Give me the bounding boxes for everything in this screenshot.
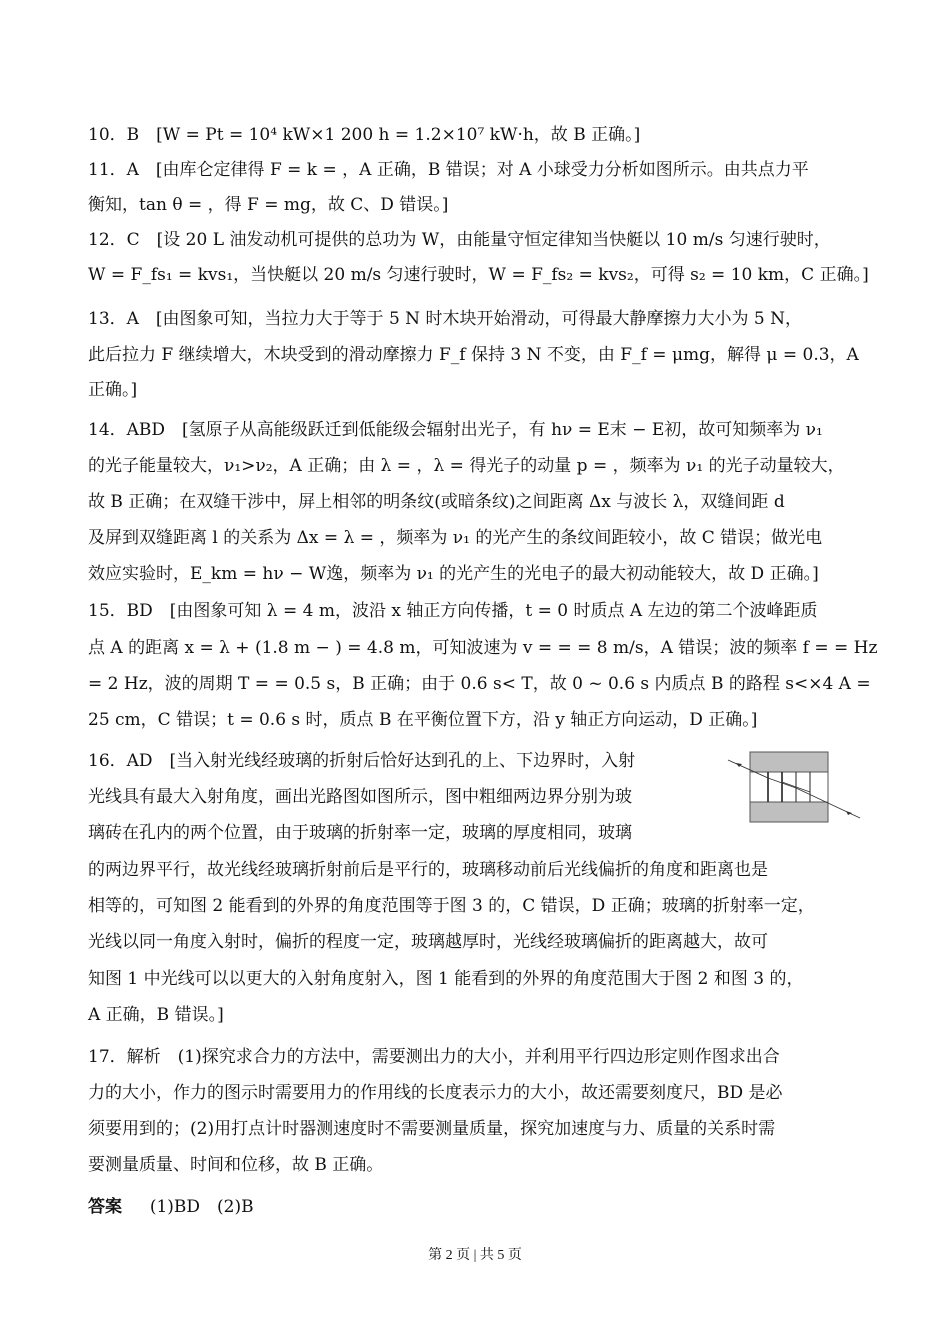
text-line: 17．解析 (1)探究求合力的方法中，需要测出力的大小，并利用平行四边形定则作图求出合: [88, 1047, 780, 1067]
text-line: 及屏到双缝距离 l 的关系为 Δx = λ = ，频率为 ν₁ 的光产生的条纹间距较小，故 C 错误；做光电: [88, 528, 823, 548]
text-line: 25 cm，C 错误；t = 0.6 s 时，质点 B 在平衡位置下方，沿 y 轴正方向运动，D 正确。]: [88, 710, 758, 730]
answer-line: [88, 1196, 254, 1218]
text-line: 相等的，可知图 2 能看到的外界的角度范围等于图 3 的，C 错误，D 正确；玻璃的折射率一定，: [88, 896, 815, 916]
text-line: 13．A [由图象可知，当拉力大于等于 5 N 时木块开始滑动，可得最大静摩擦力大小为 5 N，: [88, 309, 802, 329]
text-line: 故 B 正确；在双缝干涉中，屏上相邻的明条纹(或暗条纹)之间距离 Δx 与波长 λ，双缝间距 d: [88, 492, 785, 512]
text-line: 16．AD [当入射光线经玻璃的折射后恰好达到孔的上、下边界时，入射: [88, 751, 636, 771]
text-line: = 2 Hz，波的周期 T = = 0.5 s，B 正确；由于 0.6 s< T，故 0 ~ 0.6 s 内质点 B 的路程 s<×4 A =: [88, 674, 871, 694]
text-line: 此后拉力 F 继续增大，木块受到的滑动摩擦力 F_f 保持 3 N 不变，由 F_f = μmg，解得 μ = 0.3，A: [88, 345, 859, 365]
text-line: 14．ABD [氢原子从高能级跃迁到低能级会辐射出光子，有 hν = E末 − E初，故可知频率为 ν₁: [88, 420, 823, 440]
refraction-diagram: [724, 748, 864, 826]
text-line: 12．C [设 20 L 油发动机可提供的总功为 W，由能量守恒定律知当快艇以 10 m/s 匀速行驶时，: [88, 230, 831, 250]
text-line: 正确。]: [88, 380, 138, 400]
text-line: 知图 1 中光线可以以更大的入射角度射入，图 1 能看到的外界的角度范围大于图 2 和图 3 的，: [88, 969, 804, 989]
text-line: 光线以同一角度入射时，偏折的程度一定，玻璃越厚时，光线经玻璃偏折的距离越大，故可: [88, 932, 768, 952]
text-line: 点 A 的距离 x = λ + (1.8 m − ) = 4.8 m，可知波速为 v = = = 8 m/s，A 错误；波的频率 f = = Hz: [88, 638, 878, 658]
text-line: 力的大小，作力的图示时需要用力的作用线的长度表示力的大小，故还需要刻度尺，BD 是必: [88, 1083, 783, 1103]
text-line: 要测量质量、时间和位移，故 B 正确。: [88, 1155, 384, 1175]
text-line: 效应实验时，E_km = hν − W逸，频率为 ν₁ 的光产生的光电子的最大初动能较大，故 D 正确。]: [88, 564, 819, 584]
page-footer: 第 2 页 | 共 5 页: [428, 1248, 522, 1263]
text-line: A 正确，B 错误。]: [88, 1005, 224, 1025]
answer-text: (1)BD (2)B: [149, 1197, 254, 1217]
answer-label: 答案: [88, 1197, 122, 1217]
text-line: 衡知，tan θ = ，得 F = mg，故 C、D 错误。]: [88, 195, 449, 215]
text-line: 的两边界平行，故光线经玻璃折射前后是平行的，玻璃移动前后光线偏折的角度和距离也是: [88, 860, 768, 880]
text-line: 11．A [由库仑定律得 F = k = ，A 正确，B 错误；对 A 小球受力分析如图所示。由共点力平: [88, 160, 809, 180]
text-line: 须要用到的；(2)用打点计时器测速度时不需要测量质量，探究加速度与力、质量的关系时需: [88, 1119, 776, 1139]
text-line: W = F_fs₁ = kvs₁，当快艇以 20 m/s 匀速行驶时，W = F_fs₂ = kvs₂，可得 s₂ = 10 km，C 正确。]: [88, 265, 869, 285]
text-line: 的光子能量较大，ν₁>ν₂，A 正确；由 λ = ，λ = 得光子的动量 p = ，频率为 ν₁ 的光子动量较大，: [88, 456, 845, 476]
text-line: 10．B [W = Pt = 10⁴ kW×1 200 h = 1.2×10⁷ kW·h，故 B 正确。]: [88, 125, 641, 145]
text-line: 光线具有最大入射角度，画出光路图如图所示，图中粗细两边界分别为玻: [88, 787, 632, 807]
text-line: 15．BD [由图象可知 λ = 4 m，波沿 x 轴正方向传播，t = 0 时质点 A 左边的第二个波峰距质: [88, 601, 818, 621]
text-line: 璃砖在孔内的两个位置，由于玻璃的折射率一定，玻璃的厚度相同，玻璃: [88, 823, 632, 843]
